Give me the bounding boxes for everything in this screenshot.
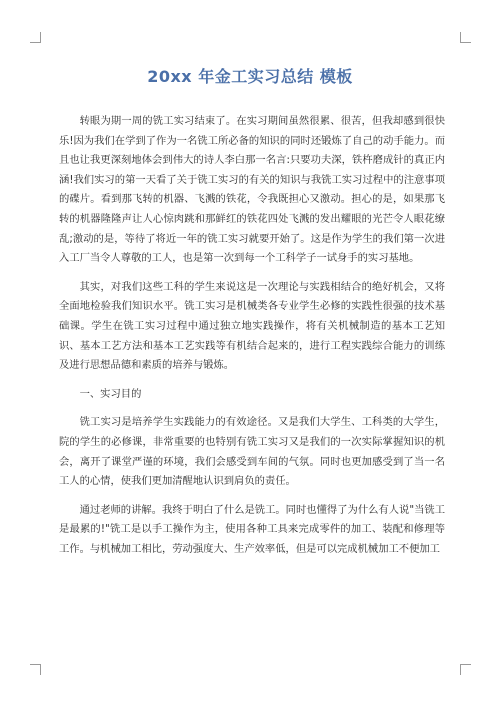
crop-mark-top-right xyxy=(460,32,471,43)
crop-mark-bottom-right xyxy=(460,664,471,675)
paragraph-intro: 转眼为期一周的铣工实习结束了。在实习期间虽然很累、很苦，但我却感到很快乐!因为我们在学到了作为一名铣工所必备的知识的同时还锻炼了自己的动手能力。而且也让我更深刻地体会到伟大的诗人李白那一名言:只要功夫深，铁杵磨成针的真正内涵!我们实习的第一天看了关于铣工实习的有关的知识与我铣工实习过程中的注意事项的碟片。看到那飞转的机器、飞溅的铁花，令我既担心又激动。担心的是，如果那飞转的机器隆隆声让人心惊肉跳和那鲜红的铁花四处飞溅的发出耀眼的光芒令人眼花缭乱;激动的是，等待了将近一年的铣工实习就要开始了。这是作为学生的我们第一次进入工厂当令人尊敬的工人，也是第一次到每一个工科学子一试身手的实习基地。 xyxy=(59,115,445,265)
document-title: 20xx 年金工实习总结 模板 xyxy=(147,67,353,86)
document-body xyxy=(59,112,445,568)
crop-mark-bottom-left xyxy=(30,664,41,675)
section-heading-purpose: 一、实习目的 xyxy=(79,387,142,400)
paragraph-theory-practice: 其实，对我们这些工科的学生来说这是一次理论与实践相结合的绝好机会，又将全面地检验我们知识水平。铣工实习是机械类各专业学生必修的实践性很强的技术基础课。学生在铣工实习过程中通过独立地实践操作，将有关机械制造的基本工艺知识、基本工艺方法和基本工艺实践等有机结合起来的，进行工程实践综合能力的训练及进行思想品德和素质的培养与锻炼。 xyxy=(59,280,445,372)
crop-mark-top-left xyxy=(30,32,41,43)
paragraph-purpose: 铣工实习是培养学生实践能力的有效途径。又是我们大学生、工科类的大学生，院的学生的必修课，非常重要的也特别有铣工实习又是我们的一次实际掌握知识的机会，离开了课堂严谨的环境，我们会感受到车间的气氛。同时也更加感受到了当一名工人的心情，使我们更加清醒地认识到肩负的责任。 xyxy=(59,416,445,488)
paragraph-explanation: 通过老师的讲解。我终于明白了什么是铣工。同时也懂得了为什么有人说"当铣工是最累的!"铣工是以手工操作为主，使用各种工具来完成零件的加工、装配和修理等工作。与机械加工相比，劳动强度大、生产效率低，但是可以完成机械加工不便加工 xyxy=(59,503,445,555)
